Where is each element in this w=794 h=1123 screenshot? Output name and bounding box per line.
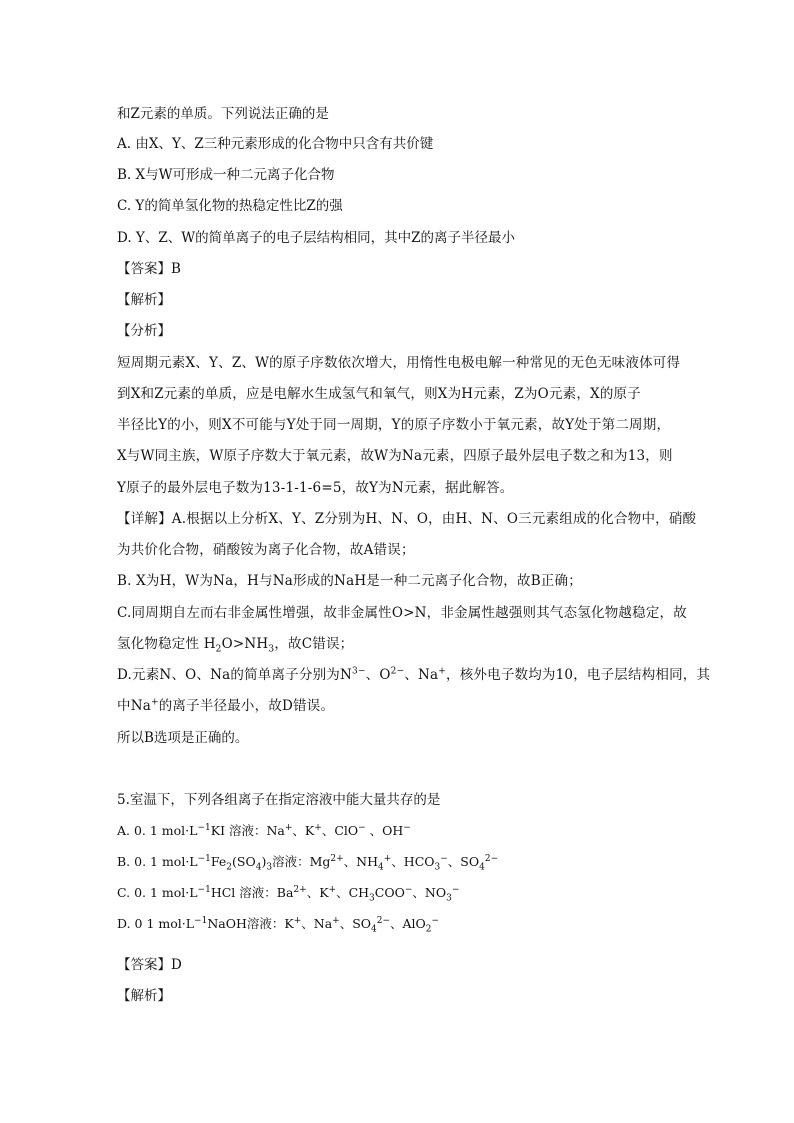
detail-c-stability: 氢化物稳定性 $H_2O>NH_3$，故C错误； — [117, 636, 354, 655]
q5-answer: 【答案】D — [117, 957, 182, 973]
analysis-line: Y原子的最外层电子数为13-1-1-6=5，故Y为N元素，据此解答。 — [117, 480, 514, 496]
detail-d-line2: 中Na+的离子半径最小，故D错误。 — [117, 697, 335, 714]
q4-stem-tail: 和Z元素的单质。下列说法正确的是 — [117, 106, 329, 122]
q4-answer: 【答案】B — [117, 261, 181, 277]
q5-option-b: B. 0. 1 $mol\cdot L^{-1}Fe_2(SO_4)_3$溶液：$Mg^{2+}$、$NH_4^+$、$HCO_3^-$、$SO_4^{2-}$ — [117, 853, 499, 873]
detail-line: C.同周期自左而右非金属性增强，故非金属性O>N，非金属性越强则其气态氢化物越稳定，故 — [117, 605, 687, 621]
detail-d-line1: D.元素N、O、Na的简单离子分别为$N^{3-}$、$O^{2-}$、Na+，核外电子数均为10，电子层结构相同，其 — [117, 666, 711, 683]
q5-stem: 5.室温下，下列各组离子在指定溶液中能大量共存的是 — [117, 792, 441, 808]
analysis-line: 短周期元素X、Y、Z、W的原子序数依次增大，用惰性电极电解一种常见的无色无味液体可得 — [117, 355, 681, 371]
q4-jiexi-label: 【解析】 — [117, 292, 171, 308]
q4-option-c: C. Y的简单氢化物的热稳定性比Z的强 — [117, 198, 343, 214]
q5-option-d: D. 0 1 $mol\cdot L^{-1}NaOH$溶液：K+、Na+、$SO_4^{2-}$、AlO$_2$− — [117, 915, 440, 935]
q4-option-b: B. X与W可形成一种二元离子化合物 — [117, 167, 335, 183]
analysis-line: 半径比Y的小，则X不可能与Y处于同一周期，Y的原子序数小于氧元素，故Y处于第二周期， — [117, 417, 671, 433]
analysis-line: 到X和Z元素的单质，应是电解水生成氢气和氧气，则X为H元素，Z为O元素，X的原子 — [117, 386, 641, 402]
q5-jiexi-label: 【解析】 — [117, 988, 171, 1004]
detail-line: 为共价化合物，硝酸铵为离子化合物，故A错误； — [117, 542, 415, 558]
q4-fenxi-label: 【分析】 — [117, 323, 171, 339]
detail-line: B. X为H，W为Na，H与Na形成的NaH是一种二元离子化合物，故B正确； — [117, 573, 582, 589]
q5-option-c: C. 0. 1 $mol\cdot L^{-1}HCl$ 溶液：$Ba^{2+}$、K+、$CH_3COO^-$、$NO_3^-$ — [117, 884, 460, 904]
q4-option-d: D. Y、Z、W的简单离子的电子层结构相同，其中Z的离子半径最小 — [117, 230, 515, 246]
analysis-line: X与W同主族，W原子序数大于氧元素，故W为Na元素，四原子最外层电子数之和为13，则 — [117, 448, 673, 464]
detail-line: 【详解】A.根据以上分析X、Y、Z分别为H、N、O，由H、N、O三元素组成的化合物中，硝酸 — [117, 511, 697, 527]
q5-option-a: A. 0. 1 $mol\cdot L^{-1}KI$ 溶液：Na+、K+、ClO− 、OH− — [117, 822, 411, 838]
q4-conclusion: 所以B选项是正确的。 — [117, 730, 249, 746]
q4-option-a: A. 由X、Y、Z三种元素形成的化合物中只含有共价键 — [117, 136, 434, 152]
